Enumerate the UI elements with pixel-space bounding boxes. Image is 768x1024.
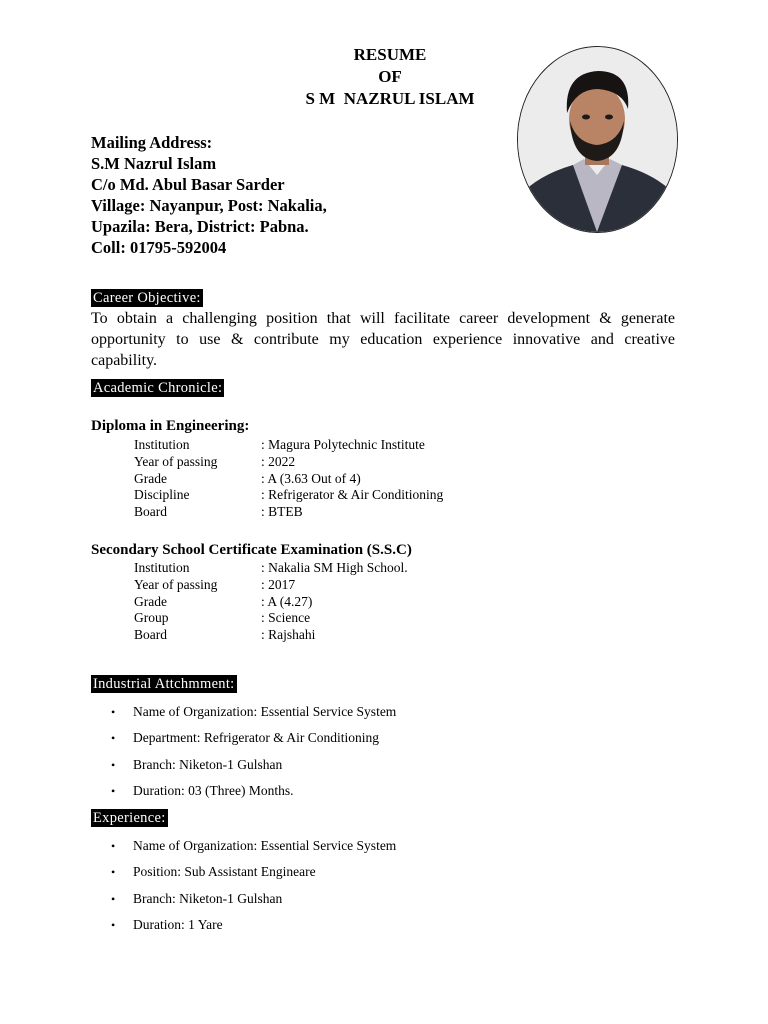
career-objective-text: To obtain a challenging position that will facilitate career development & generate opportunity to use & contribute my education experience innovative and creative capability. bbox=[91, 310, 675, 369]
list-item bbox=[105, 917, 396, 943]
resume-header bbox=[200, 44, 580, 110]
list-item bbox=[105, 730, 396, 756]
detail-key: Grade bbox=[134, 470, 167, 486]
detail-value: : A (3.63 Out of 4) bbox=[261, 470, 361, 486]
detail-key: Discipline bbox=[134, 487, 190, 503]
experience-list bbox=[105, 838, 396, 943]
bullet-icon: • bbox=[111, 891, 116, 906]
bullet-icon: • bbox=[111, 783, 116, 798]
detail-value: : 2017 bbox=[261, 576, 296, 592]
detail-value: : Refrigerator & Air Conditioning bbox=[261, 487, 444, 503]
list-item bbox=[105, 838, 396, 864]
detail-row bbox=[134, 560, 408, 577]
career-objective-title: Career Objective: bbox=[93, 290, 201, 306]
detail-key: Grade bbox=[134, 593, 167, 609]
detail-row bbox=[134, 437, 443, 454]
bullet-icon: • bbox=[111, 839, 116, 853]
address-title: Mailing Address: bbox=[91, 133, 213, 152]
detail-key: Year of passing bbox=[134, 576, 218, 592]
address-line: S.M Nazrul Islam bbox=[91, 154, 217, 173]
bullet-icon: • bbox=[111, 865, 116, 880]
list-item bbox=[105, 864, 396, 890]
diploma-heading: Diploma in Engineering: bbox=[91, 418, 250, 434]
address-line: Upazila: Bera, District: Pabna. bbox=[91, 217, 309, 236]
list-item bbox=[105, 783, 396, 809]
detail-row bbox=[134, 504, 443, 521]
detail-key: Institution bbox=[134, 560, 190, 575]
list-item-text: Department: Refrigerator & Air Conditioning bbox=[133, 730, 379, 746]
bullet-icon: • bbox=[111, 705, 116, 719]
experience-title: Experience: bbox=[93, 810, 166, 826]
header-name: S M NAZRUL ISLAM bbox=[305, 89, 475, 108]
detail-value: : Rajshahi bbox=[261, 627, 316, 643]
detail-value: : Nakalia SM High School. bbox=[261, 560, 408, 575]
detail-key: Institution bbox=[134, 437, 190, 452]
detail-row bbox=[134, 577, 408, 594]
bullet-icon: • bbox=[111, 757, 116, 772]
list-item bbox=[105, 891, 396, 917]
industrial-attachment-title: Industrial Attchmment: bbox=[93, 676, 235, 692]
profile-photo bbox=[517, 46, 678, 233]
address-line: Village: Nayanpur, Post: Nakalia, bbox=[91, 196, 327, 215]
detail-row bbox=[134, 627, 408, 644]
header-resume: RESUME bbox=[353, 45, 427, 64]
detail-key: Board bbox=[134, 504, 167, 520]
bullet-icon: • bbox=[111, 917, 116, 932]
phone-line: Coll: 01795-592004 bbox=[91, 238, 227, 257]
person-icon bbox=[518, 47, 677, 232]
address-line: C/o Md. Abul Basar Sarder bbox=[91, 175, 285, 194]
detail-row bbox=[134, 454, 443, 471]
list-item-text: Name of Organization: Essential Service System bbox=[133, 704, 397, 719]
mailing-address bbox=[91, 132, 327, 258]
list-item bbox=[105, 757, 396, 783]
detail-value: : A (4.27) bbox=[261, 593, 313, 609]
list-item-text: Branch: Niketon-1 Gulshan bbox=[133, 890, 283, 906]
list-item bbox=[105, 704, 396, 730]
detail-key: Group bbox=[134, 610, 169, 626]
list-item-text: Branch: Niketon-1 Gulshan bbox=[133, 756, 283, 772]
list-item-text: Name of Organization: Essential Service System bbox=[133, 838, 397, 853]
list-item-text: Position: Sub Assistant Engineare bbox=[133, 864, 316, 880]
detail-value: : Magura Polytechnic Institute bbox=[261, 437, 425, 452]
detail-row bbox=[134, 471, 443, 488]
ssc-heading: Secondary School Certificate Examination (S.S.C) bbox=[91, 542, 412, 558]
list-item-text: Duration: 03 (Three) Months. bbox=[133, 782, 294, 798]
industrial-attachment-list bbox=[105, 704, 396, 809]
detail-row bbox=[134, 487, 443, 504]
diploma-details bbox=[134, 437, 443, 521]
header-of: OF bbox=[378, 67, 402, 86]
academic-chronicle-title: Academic Chronicle: bbox=[93, 380, 223, 396]
detail-key: Year of passing bbox=[134, 453, 218, 469]
bullet-icon: • bbox=[111, 731, 116, 746]
detail-row bbox=[134, 594, 408, 611]
detail-value: : Science bbox=[261, 610, 311, 626]
ssc-details bbox=[134, 560, 408, 644]
detail-key: Board bbox=[134, 627, 167, 643]
detail-value: : BTEB bbox=[261, 504, 303, 520]
list-item-text: Duration: 1 Yare bbox=[133, 916, 223, 932]
detail-value: : 2022 bbox=[261, 453, 296, 469]
detail-row bbox=[134, 610, 408, 627]
